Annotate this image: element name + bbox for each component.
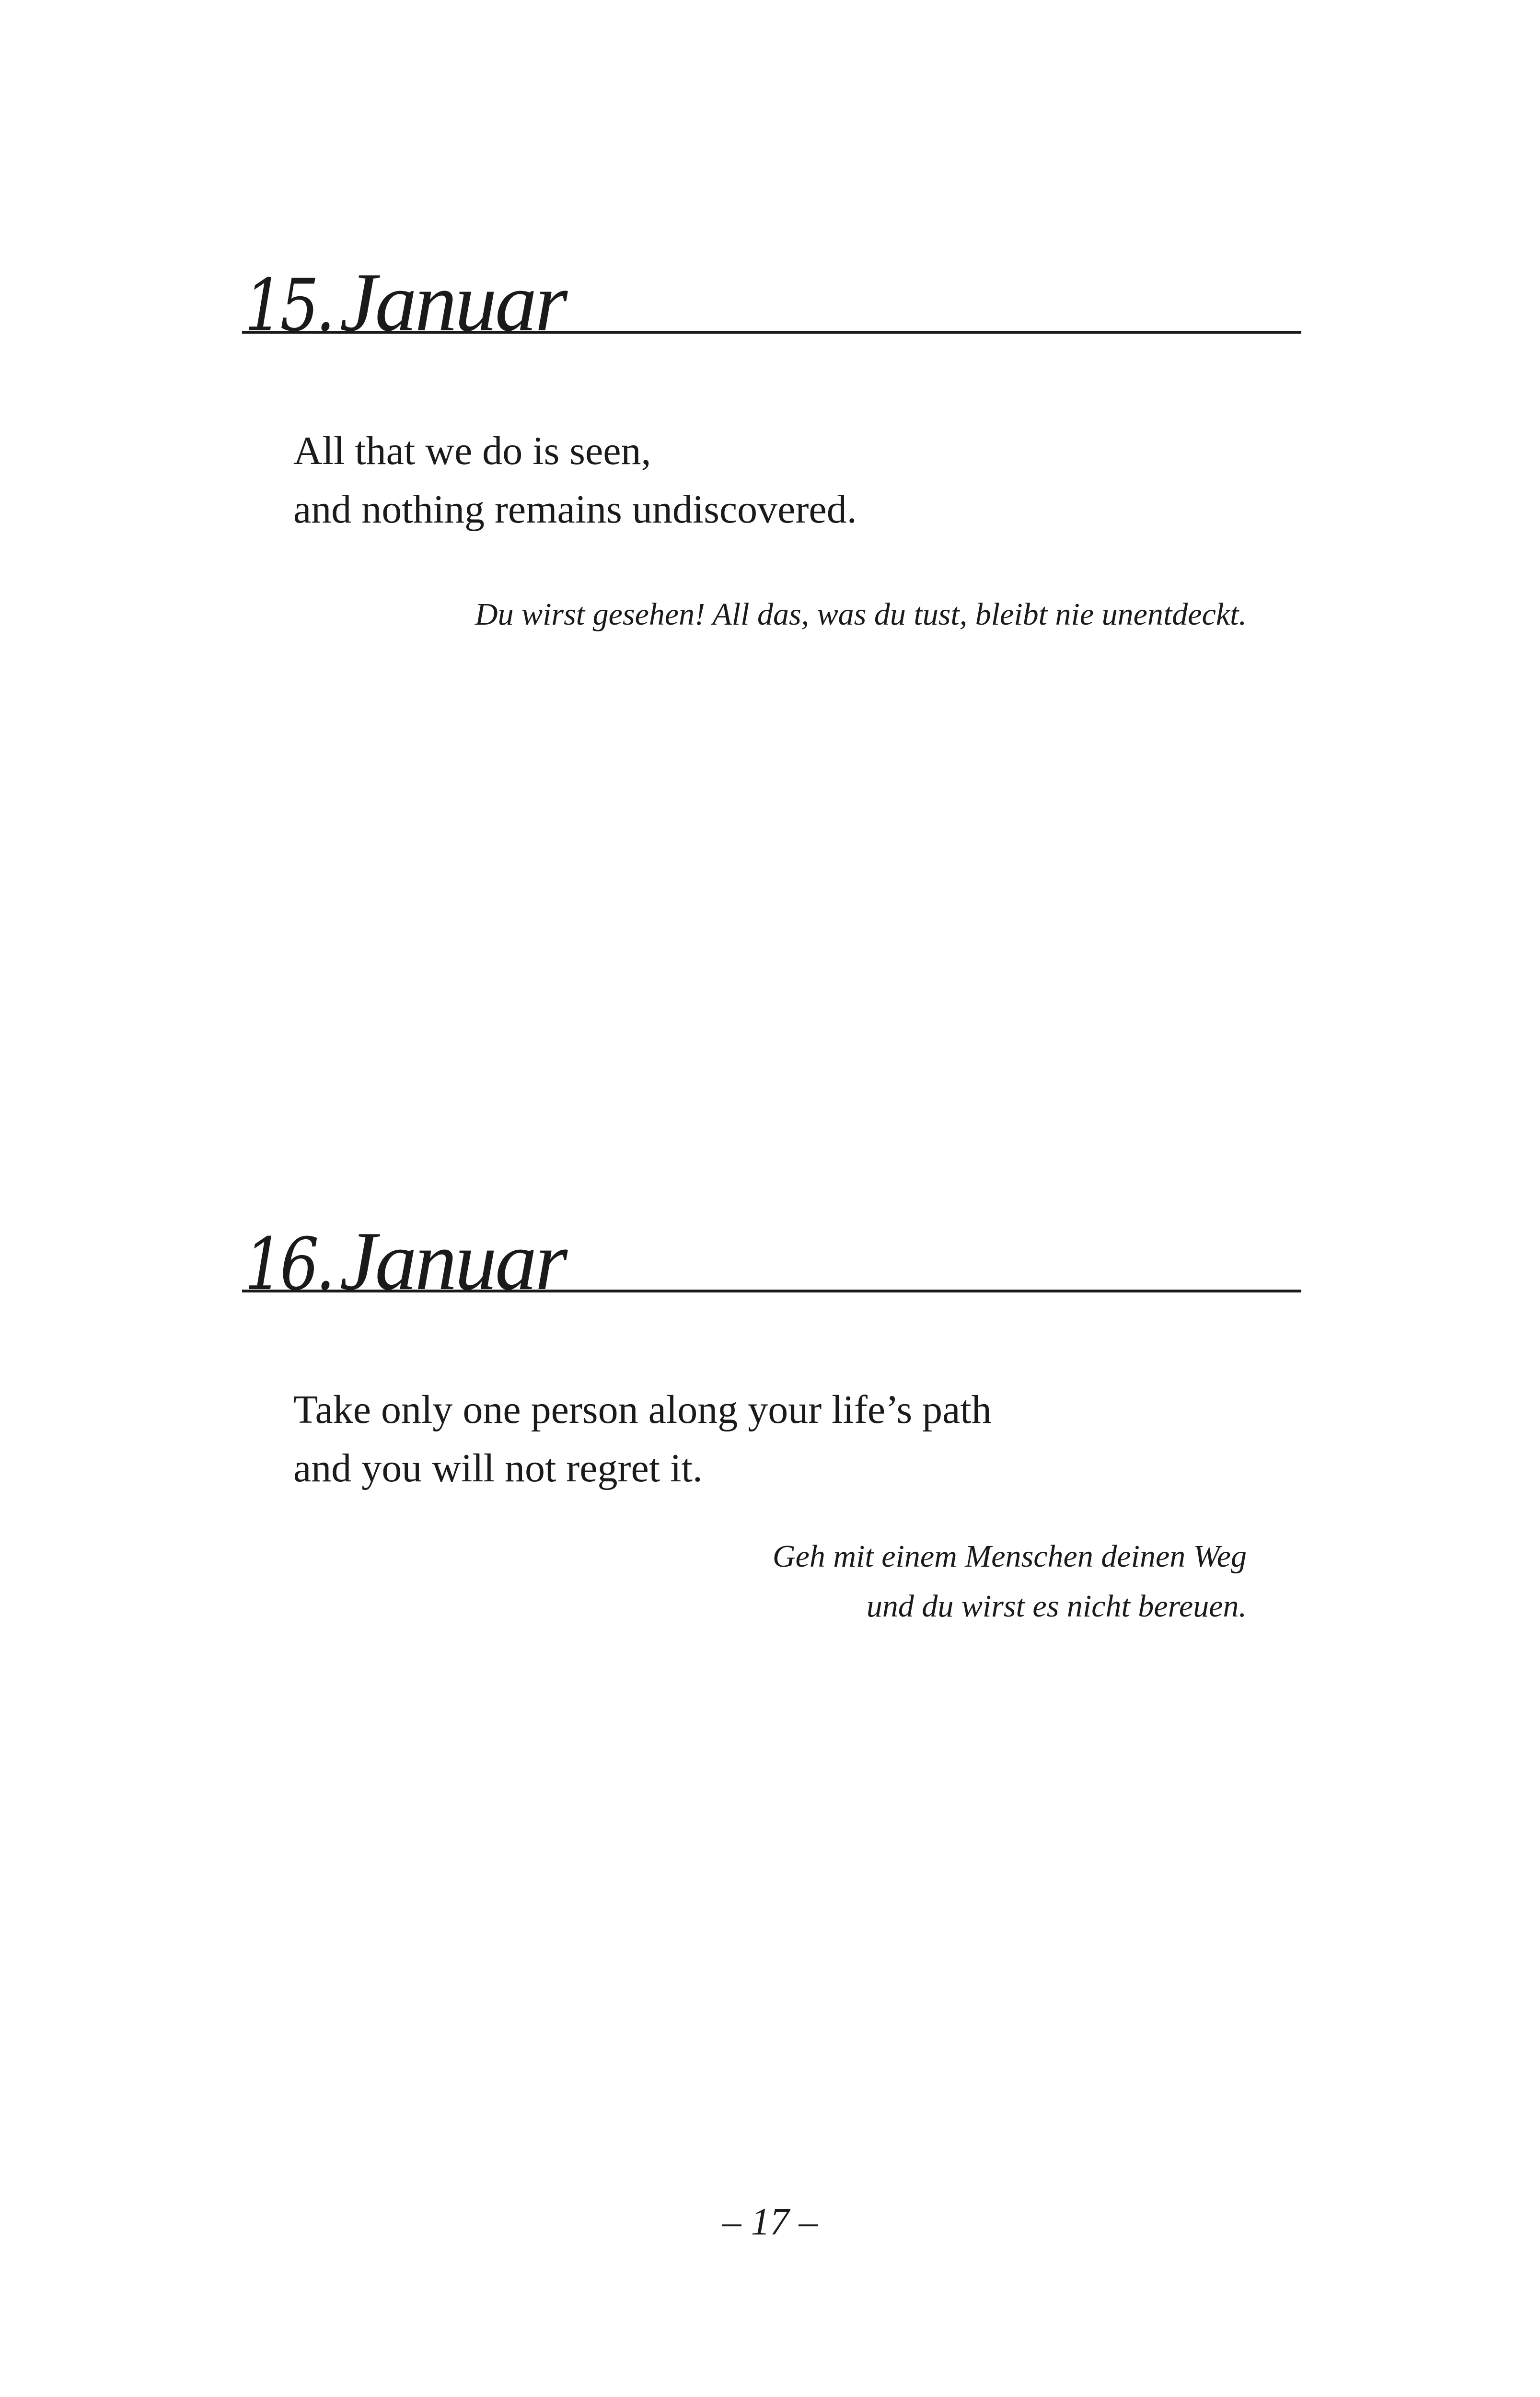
german-quote-line: Du wirst gesehen! All das, was du tust, bleibt nie unentdeckt.	[475, 597, 1247, 632]
english-quote-line: Take only one person along your life’s path	[293, 1387, 992, 1432]
date-day: 16.	[244, 1223, 332, 1306]
date-heading	[244, 1213, 566, 1309]
english-quote	[293, 422, 857, 539]
heading-rule	[242, 1290, 1301, 1292]
date-day: 15.	[244, 264, 332, 348]
date-heading	[244, 254, 566, 350]
heading-rule	[242, 331, 1301, 334]
page-number: – 17 –	[722, 2201, 818, 2243]
german-quote-line: und du wirst es nicht bereuen.	[866, 1589, 1247, 1624]
english-quote-line: All that we do is seen,	[293, 429, 651, 473]
english-quote	[293, 1381, 992, 1498]
date-month: Januar	[339, 1214, 566, 1307]
german-quote-line: Geh mit einem Menschen deinen Weg	[772, 1539, 1247, 1574]
english-quote-line: and you will not regret it.	[293, 1446, 703, 1490]
german-quote	[475, 590, 1247, 640]
german-quote	[773, 1532, 1247, 1631]
english-quote-line: and nothing remains undiscovered.	[293, 487, 857, 532]
date-month: Januar	[339, 256, 566, 349]
